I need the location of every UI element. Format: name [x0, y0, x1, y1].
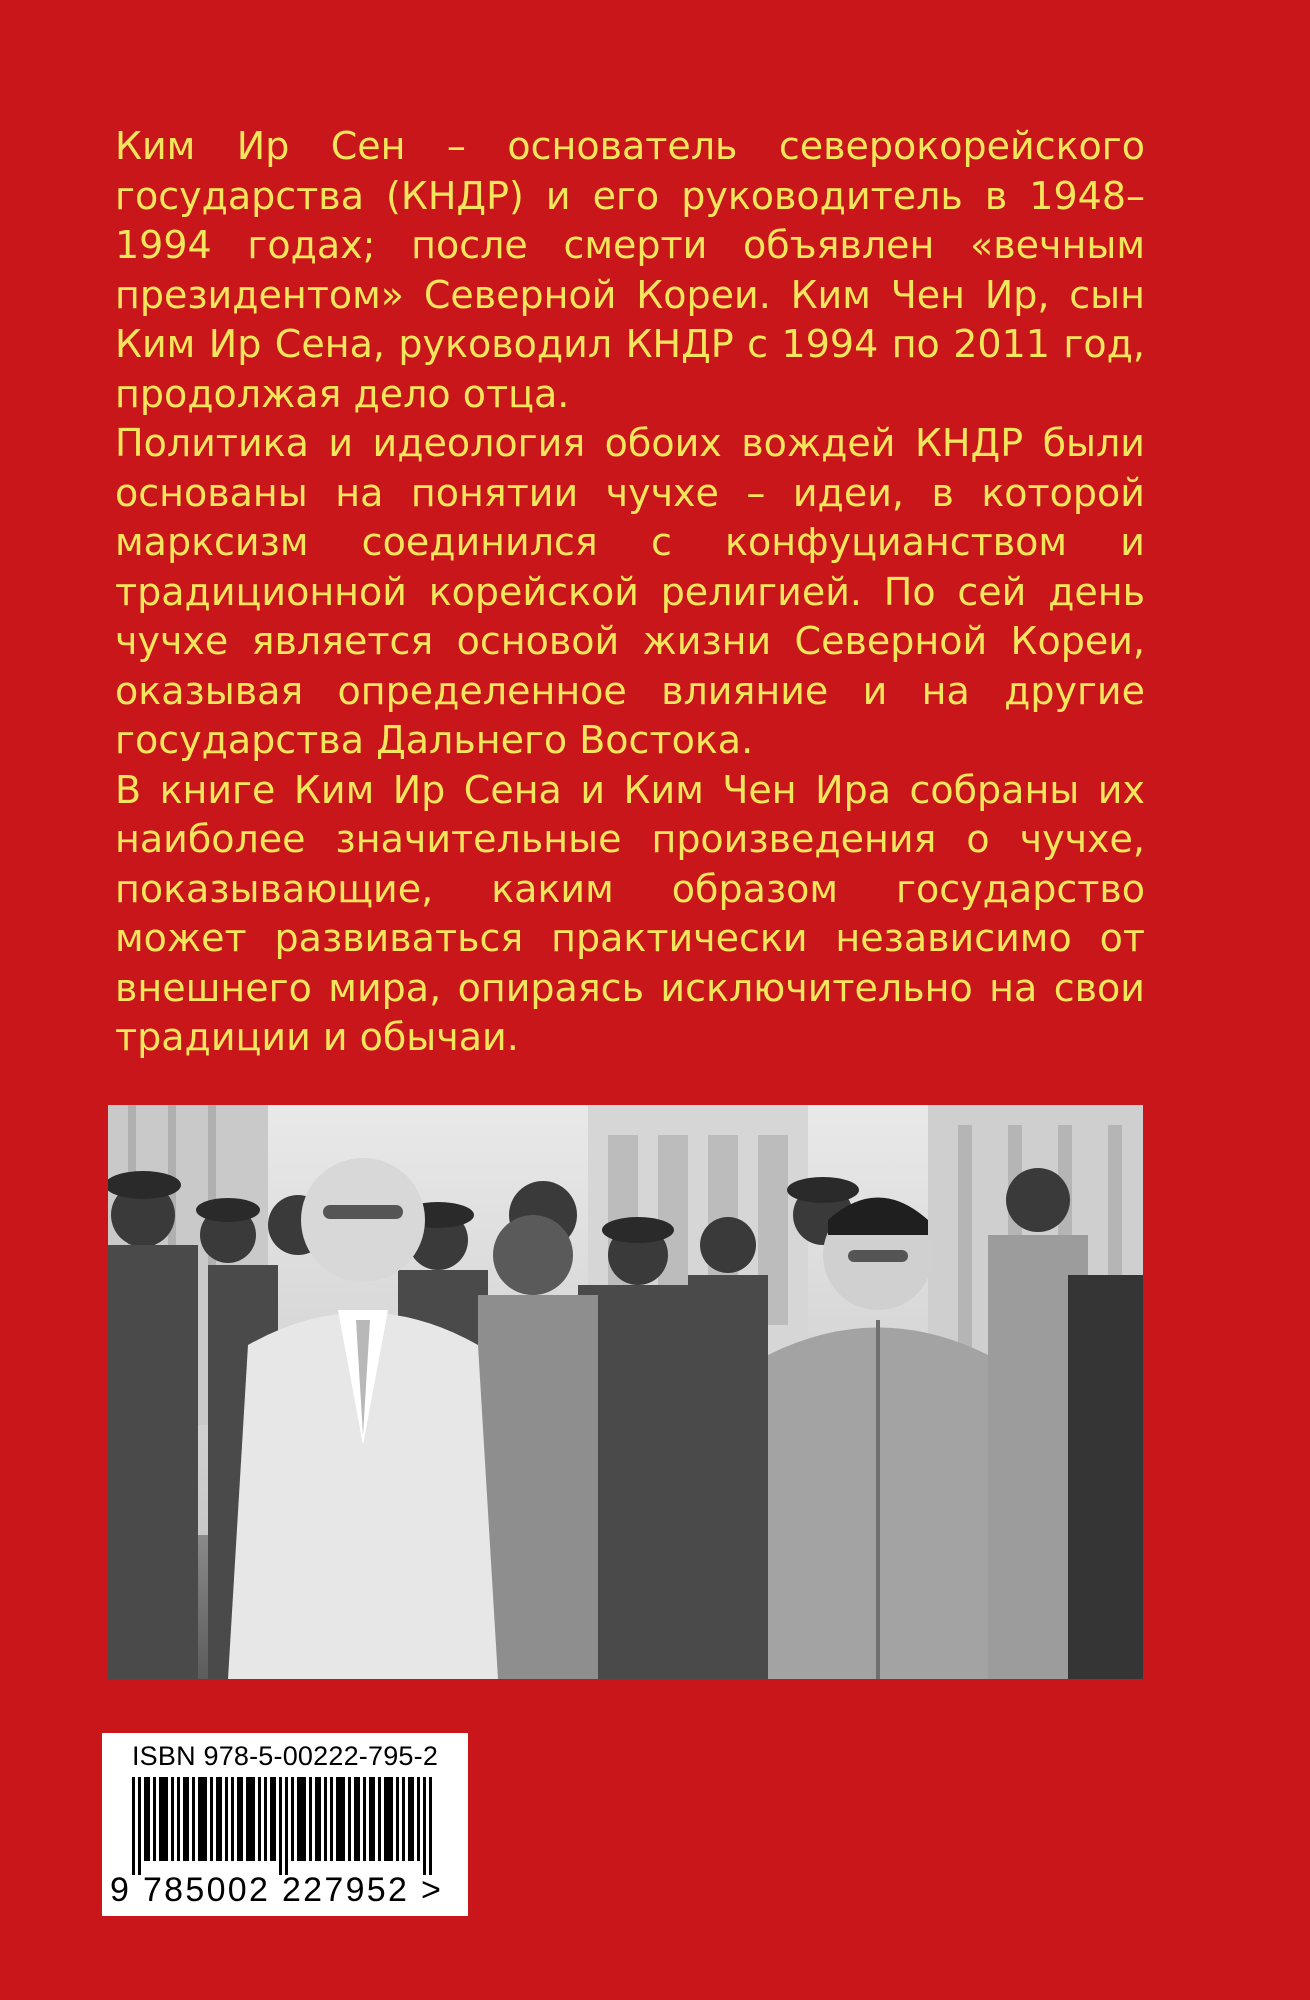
isbn-label: ISBN 978-5-00222-795-2: [131, 1741, 439, 1771]
paragraph-2: Политика и идеология обоих вождей КНДР были основаны на понятии чучхе – идеи, в которой марксизм соединился с конфуцианством и традиционной корейской религией. По сей день чучхе является основой жизни Северной Кореи, оказывая определенное влияние и на другие государства Дальнего Востока.: [115, 421, 1145, 762]
barcode-bars: [132, 1777, 438, 1875]
barcode-digits: 9 785002 227952 >: [110, 1871, 444, 1909]
photo-illustration: [108, 1105, 1143, 1679]
cover-photo: [108, 1105, 1143, 1679]
paragraph-1: Ким Ир Сен – основатель северокорейского государства (КНДР) и его руководитель в 1948–1994 годах; после смерти объявлен «вечным президентом» Северной Кореи. Ким Чен Ир, сын Ким Ир Сена, руководил КНДР с 1994 по 2011 год, продолжая дело отца.: [115, 124, 1145, 416]
isbn-barcode: [102, 1733, 468, 1916]
description-text: [115, 122, 1145, 1063]
paragraph-3: В книге Ким Ир Сена и Ким Чен Ира собраны их наиболее значительные произведения о чучхе, показывающие, каким образом государство может развиваться практически независимо от внешнего мира, опираясь исключительно на свои традиции и обычаи.: [115, 767, 1145, 1059]
